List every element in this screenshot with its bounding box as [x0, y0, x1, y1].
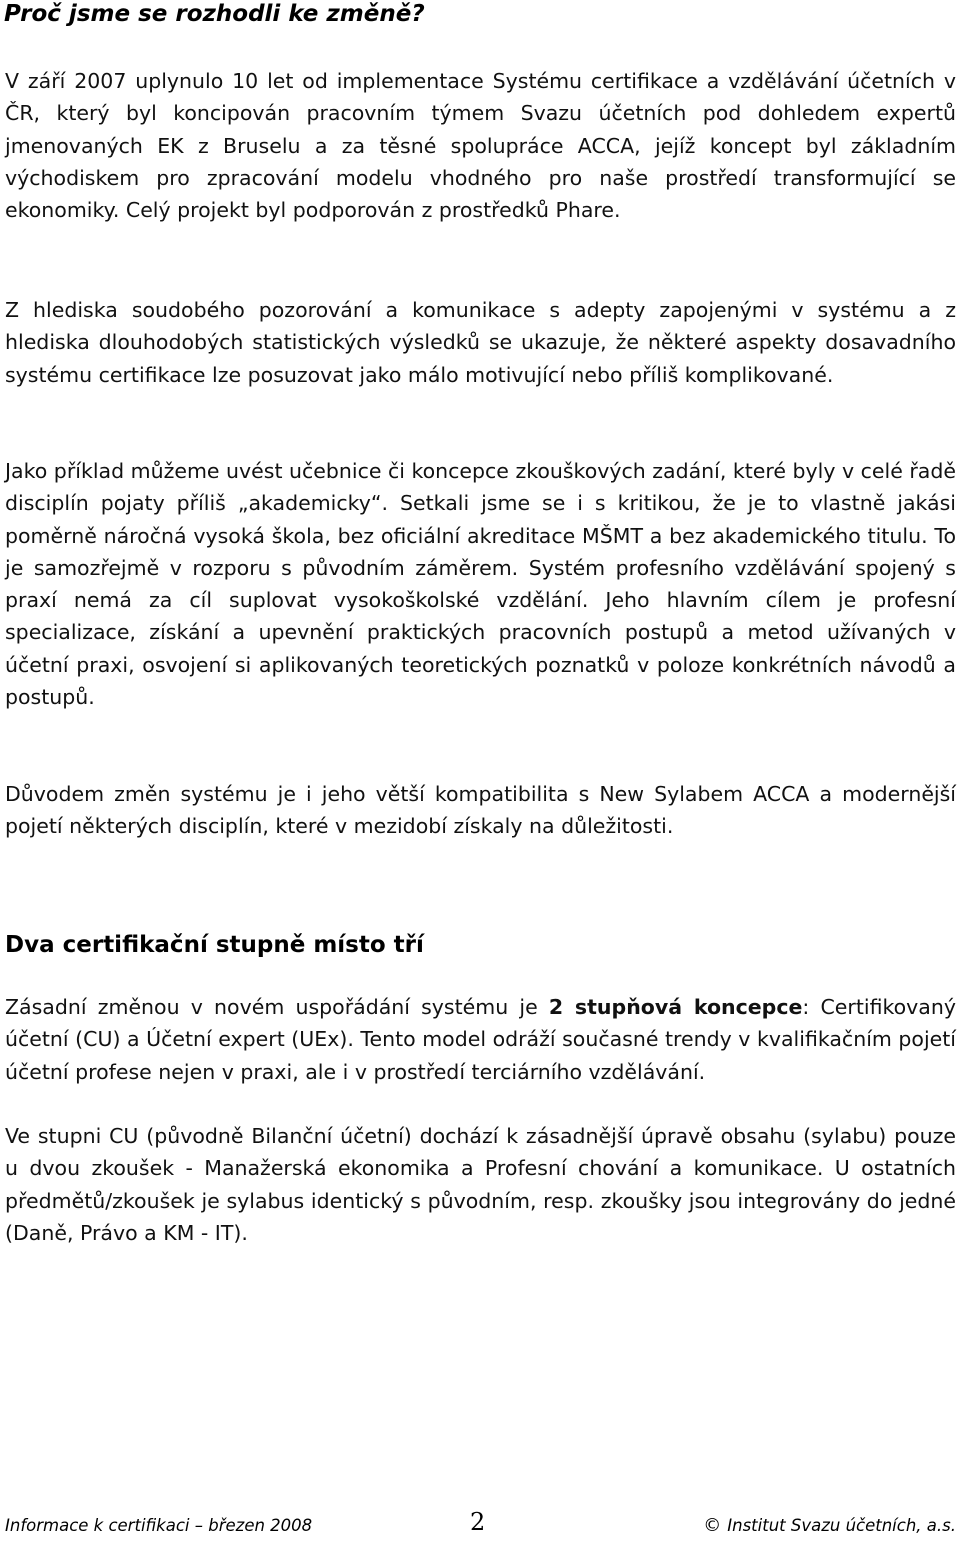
footer-page-number: 2 — [470, 1508, 486, 1536]
footer-document-info: Informace k certifikaci – březen 2008 — [5, 1516, 313, 1535]
paragraph-two-levels-emphasis: 2 stupňová koncepce — [548, 995, 803, 1019]
copyright-icon: © — [703, 1515, 722, 1536]
footer-publisher — [703, 1513, 956, 1539]
section-heading: Dva certifikační stupně místo tří — [5, 932, 424, 958]
paragraph-two-levels — [5, 991, 956, 1088]
paragraph-two-levels-intro: Zásadní změnou v novém uspořádání systému je — [5, 995, 549, 1019]
paragraph-observation: Z hlediska soudobého pozorování a komunikace s adepty zapojenými v systému a z hlediska dlouhodobých statistických výsledků se ukazuje, že některé aspekty dosavadního systému certifikace lze posuzovat jako málo motivující nebo příliš komplikované. — [5, 298, 956, 387]
page-footer — [5, 1508, 956, 1539]
paragraph-history: V září 2007 uplynulo 10 let od implementace Systému certifikace a vzdělávání účetních v ČR, který byl koncipován pracovním týmem Svazu účetních pod dohledem expertů jmenovaných EK z Bruselu a za těsné spolupráce ACCA, jejíž koncept byl základním východiskem pro zpracování modelu vhodného pro naše prostředí transformující se ekonomiky. Celý projekt byl podporován z prostředků Phare. — [5, 69, 956, 223]
paragraph-example: Jako příklad můžeme uvést učebnice či koncepce zkouškových zadání, které byly v celé řadě disciplín pojaty příliš „akademicky“. Setkali jsme se i s kritikou, že je to vlastně jakási poměrně náročná vysoká škola, bez oficiální akreditace MŠMT a bez akademického titulu. To je samozřejmě v rozporu s původním záměrem. Systém profesního vzdělávání spojený s praxí nemá za cíl suplovat vysokoškolské vzdělání. Jeho hlavním cílem je profesní specializace, získání a upevnění praktických pracovních postupů a metod užívaných v účetní praxi, osvojení si aplikovaných teoretických poznatků v poloze konkrétních návodů a postupů. — [5, 459, 956, 710]
paragraph-cu-level: Ve stupni CU (původně Bilanční účetní) dochází k zásadnější úpravě obsahu (sylabu) pouze u dvou zkoušek - Manažerská ekonomika a Profesní chování a komunikace. U ostatních předmětů/zkoušek je sylabus identický s původním, resp. zkoušky jsou integrovány do jedné (Daně, Právo a KM - IT). — [5, 1124, 956, 1245]
footer-publisher-name: Institut Svazu účetních, a.s. — [727, 1516, 956, 1535]
paragraph-two-levels-rest: : Certifikovaný účetní (CU) a Účetní expert (UEx). Tento model odráží současné trendy v kvalifikačním pojetí účetní profese nejen v praxi, ale i v prostředí terciárního vzdělávání. — [5, 995, 956, 1084]
paragraph-reason: Důvodem změn systému je i jeho větší kompatibilita s New Sylabem ACCA a modernější pojetí některých disciplín, které v mezidobí získaly na důležitosti. — [5, 782, 956, 839]
page-title: Proč jsme se rozhodli ke změně? — [4, 1, 425, 27]
